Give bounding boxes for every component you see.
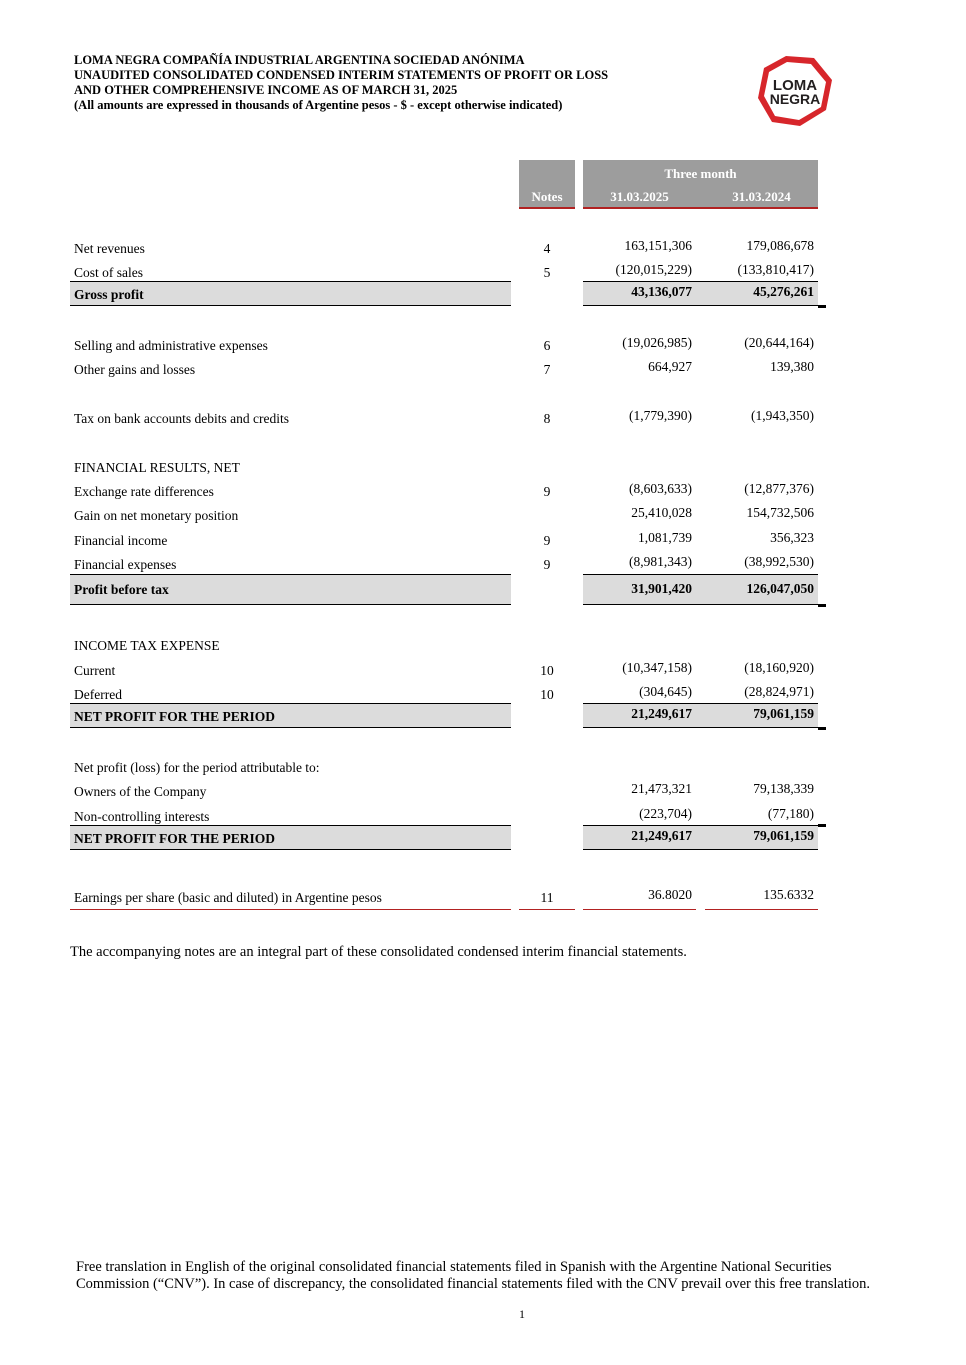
row-tax-bank [0,405,966,429]
value-2024: 45,276,261 [753,284,814,299]
value-2025: (223,704) [639,806,692,821]
row-owners [0,778,966,802]
notes-header-label: Notes [531,189,563,204]
row-label: Cost of sales [74,265,143,280]
value-2025: (8,981,343) [629,554,692,569]
notes-column-header [519,160,575,208]
amounts-note: (All amounts are expressed in thousands of Argentine pesos - $ - except otherwise indicated) [74,98,563,112]
notes-header-underline [519,207,575,209]
value-2024: 126,047,050 [746,581,814,596]
value-2025: (1,779,390) [629,408,692,423]
row-note: 7 [543,362,551,377]
row-label: Profit before tax [74,582,169,597]
eps-underline-note [519,909,575,911]
eps-underline-2024 [705,909,818,911]
value-2025: (304,645) [639,684,692,699]
value-2024: 356,323 [770,530,814,545]
total-tick [818,604,826,607]
row-label: Gross profit [74,287,144,302]
value-2025: 25,410,028 [631,505,692,520]
row-label: Non-controlling interests [74,809,210,824]
section-heading: Net profit (loss) for the period attributable to: [74,760,320,775]
row-note: 9 [543,557,551,572]
value-2024: (20,644,164) [744,335,814,350]
page-number: 1 [519,1307,525,1321]
row-note: 6 [543,338,551,353]
row-earnings-per-share [0,884,966,908]
three-month-column-header [583,160,818,208]
value-2025: (8,603,633) [629,481,692,496]
value-2025: 36.8020 [648,887,692,902]
row-note: 9 [543,484,551,499]
total-tick [818,305,826,308]
section-heading: INCOME TAX EXPENSE [74,638,220,653]
row-income-tax-heading [0,632,966,656]
value-2024: 79,061,159 [753,706,814,721]
value-2024: (133,810,417) [737,262,814,277]
row-label: Other gains and losses [74,362,196,377]
translation-disclaimer: Free translation in English of the original consolidated financial statements filed in Spanish with the Argentine National Securities Commission (“CNV”). In case of discrepancy, the consolidated financial statements filed with the CNV prevail over this free translation. [76,1259,871,1292]
logo-text-loma: LOMA [772,77,818,94]
loma-negra-logo [756,54,834,128]
row-label: Current [74,663,116,678]
row-label: Exchange rate differences [74,484,214,499]
value-2024: (77,180) [767,806,814,821]
row-label: Gain on net monetary position [74,508,239,523]
value-2024: 135.6332 [763,887,814,902]
value-2024: (38,992,530) [744,554,814,569]
value-2025: (19,026,985) [622,335,692,350]
row-exchange-rate [0,478,966,502]
value-2024: (12,877,376) [744,481,814,496]
date-2025-header: 31.03.2025 [610,189,669,204]
statement-title: UNAUDITED CONSOLIDATED CONDENSED INTERIM STATEMENTS OF PROFIT OR LOSS [74,68,609,82]
row-note: 10 [540,663,554,678]
row-label: Tax on bank accounts debits and credits [74,411,289,426]
statement-subtitle: AND OTHER COMPREHENSIVE INCOME AS OF MARCH 31, 2025 [74,83,458,97]
value-2025: 163,151,306 [624,238,692,253]
row-note: 8 [543,411,551,426]
row-label: Selling and administrative expenses [74,338,268,353]
value-2024: (28,824,971) [744,684,814,699]
row-label: Owners of the Company [74,784,207,799]
value-2025: 21,473,321 [631,781,692,796]
eps-underline-2025 [583,909,696,911]
row-label: Financial expenses [74,557,177,572]
value-2025: 664,927 [648,359,692,374]
row-deferred-tax [0,681,966,705]
row-note: 4 [543,241,551,256]
row-financial-results-heading [0,454,966,478]
row-profit-before-tax [0,574,966,605]
period-header-label: Three month [664,166,737,181]
row-label: NET PROFIT FOR THE PERIOD [74,831,276,846]
row-gross-profit [0,281,966,306]
row-cost-of-sales [0,259,966,283]
value-2024: 79,138,339 [753,781,814,796]
accompanying-notes-text: The accompanying notes are an integral part of these consolidated condensed interim financial statements. [70,944,687,960]
row-label: Financial income [74,533,168,548]
total-tick [818,824,826,827]
section-heading: FINANCIAL RESULTS, NET [74,460,240,475]
row-label: NET PROFIT FOR THE PERIOD [74,709,276,724]
value-2024: (1,943,350) [751,408,814,423]
row-monetary-position [0,502,966,526]
row-financial-income [0,527,966,551]
row-note: 9 [543,533,551,548]
row-current-tax [0,657,966,681]
date-2024-header: 31.03.2024 [732,189,791,204]
row-financial-expenses [0,551,966,575]
row-label: Deferred [74,687,122,702]
value-2024: 139,380 [770,359,814,374]
value-2025: 31,901,420 [631,581,692,596]
row-note: 5 [543,265,551,280]
row-net-profit-period [0,703,966,728]
value-2025: 21,249,617 [631,828,692,843]
value-2025: (120,015,229) [615,262,692,277]
eps-underline-label [70,909,511,911]
value-2024: (18,160,920) [744,660,814,675]
row-selling-admin [0,332,966,356]
value-2024: 179,086,678 [746,238,814,253]
value-2024: 154,732,506 [746,505,814,520]
row-label: Earnings per share (basic and diluted) in Argentine pesos [74,890,382,905]
value-2025: 43,136,077 [631,284,692,299]
row-net-profit-period-2 [0,825,966,850]
value-2025: (10,347,158) [622,660,692,675]
logo-text-negra: NEGRA [769,91,821,107]
value-2025: 1,081,739 [638,530,692,545]
total-tick [818,727,826,730]
row-net-revenues [0,235,966,259]
document-header [74,53,608,113]
row-note: 10 [540,687,554,702]
row-note: 11 [540,890,554,905]
row-other-gains [0,356,966,380]
period-header-underline [583,207,818,209]
row-label: Net revenues [74,241,145,256]
value-2024: 79,061,159 [753,828,814,843]
company-name: LOMA NEGRA COMPAÑÍA INDUSTRIAL ARGENTINA SOCIEDAD ANÓNIMA [74,53,525,67]
row-attributable-heading [0,754,966,778]
value-2025: 21,249,617 [631,706,692,721]
